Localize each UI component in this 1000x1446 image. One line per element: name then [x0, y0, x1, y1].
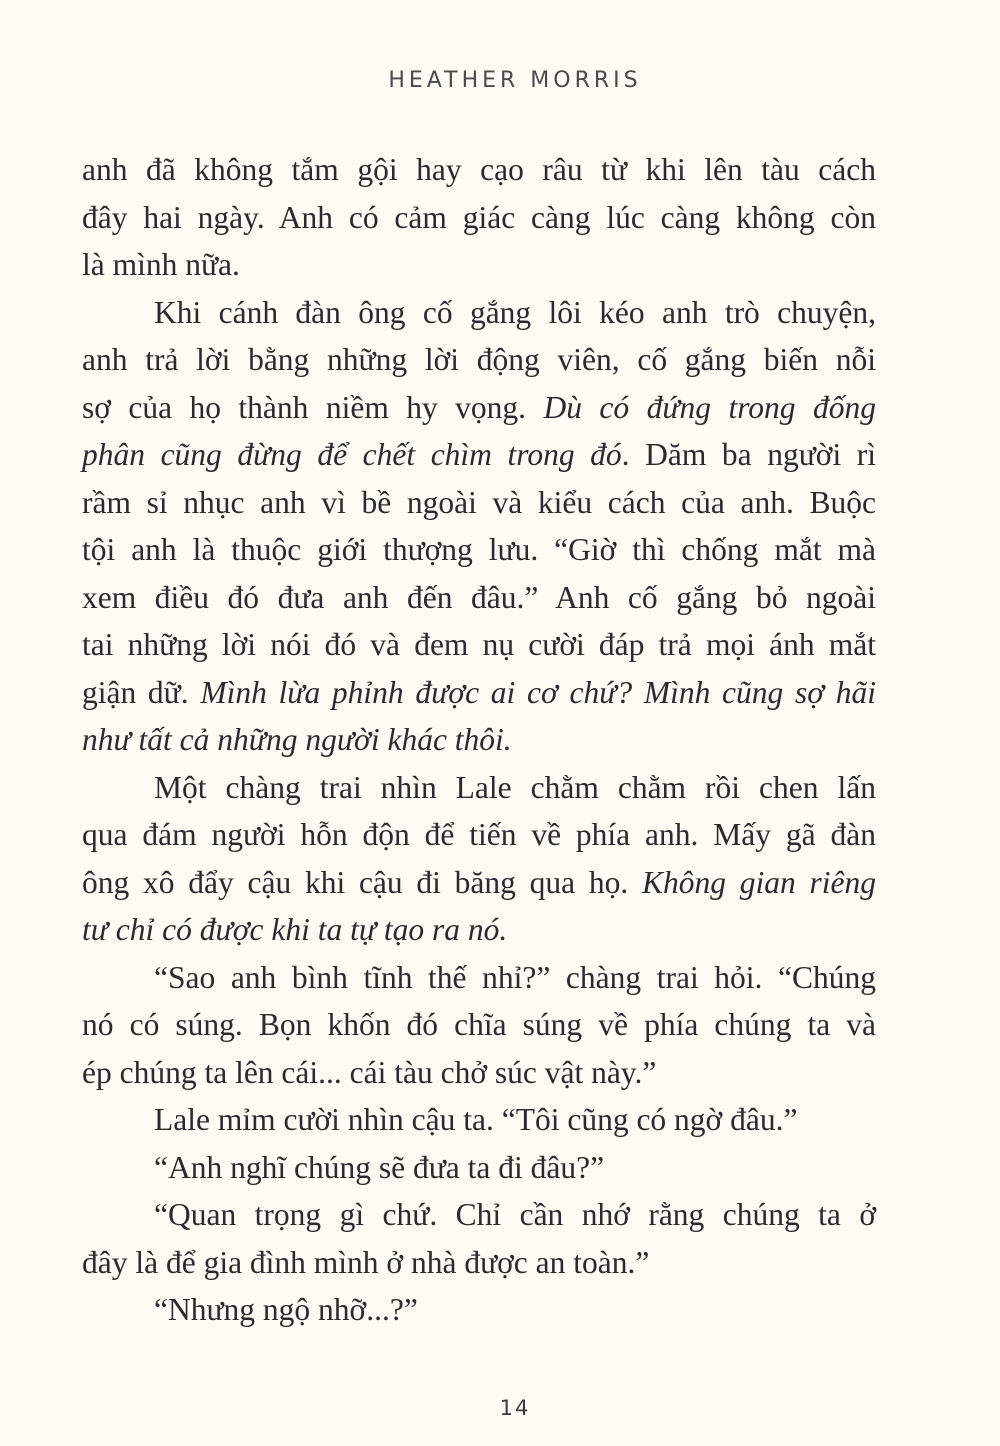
text-run: Một chàng trai nhìn Lale chằm chằm rồi chen lấn — [154, 769, 876, 805]
text-run: nó có súng. Bọn khốn đó chĩa súng về phía chúng ta và — [82, 1007, 876, 1042]
paragraph-p2 — [82, 289, 876, 764]
text-line — [82, 811, 876, 859]
text-run: “Quan trọng gì chứ. Chỉ cần nhớ rằng chúng ta ở — [154, 1197, 876, 1232]
text-line — [82, 621, 876, 669]
text-line — [82, 289, 876, 337]
text-run: anh đã không tắm gội hay cạo râu từ khi lên tàu cách — [82, 152, 876, 187]
text-run: đây là để gia đình mình ở nhà được an toàn.” — [82, 1244, 650, 1280]
text-line — [82, 859, 876, 907]
body-text — [82, 146, 876, 1334]
text-run: ép chúng ta lên cái... cái tàu chở súc vật này.” — [82, 1054, 657, 1090]
italic-text: Dù có đứng trong đống — [543, 389, 876, 425]
text-run: đây hai ngày. Anh có cảm giác càng lúc càng không còn — [82, 199, 876, 235]
paragraph-p8 — [82, 1286, 876, 1334]
text-line — [82, 954, 876, 1002]
paragraph-p3 — [82, 764, 876, 954]
italic-text: Không gian riêng — [641, 864, 876, 900]
text-line — [82, 1001, 876, 1049]
text-line — [82, 1286, 876, 1334]
text-line — [82, 716, 876, 764]
text-run: sợ của họ thành niềm hy vọng. — [82, 389, 544, 425]
text-line — [82, 669, 876, 717]
page-number: 14 — [499, 1396, 531, 1420]
text-run: giận dữ. — [82, 674, 201, 710]
running-head-author: HEATHER MORRIS — [388, 68, 642, 93]
text-run: tội anh là thuộc giới thượng lưu. “Giờ thì chống mắt mà — [82, 532, 876, 567]
text-line — [82, 431, 876, 479]
text-run: “Anh nghĩ chúng sẽ đưa ta đi đâu?” — [154, 1149, 605, 1185]
text-line — [82, 574, 876, 622]
text-line — [82, 336, 876, 384]
text-line — [82, 1239, 876, 1287]
text-run: . Dăm ba người rì — [621, 437, 877, 472]
text-line — [82, 1049, 876, 1097]
text-line — [82, 526, 876, 574]
text-line — [82, 479, 876, 527]
text-run: “Sao anh bình tĩnh thế nhỉ?” chàng trai hỏi. “Chúng — [154, 959, 876, 995]
italic-text: phân cũng đừng để chết chìm trong đó — [82, 437, 622, 472]
text-line — [82, 906, 876, 954]
text-run: anh trả lời bằng những lời động viên, cố gắng biến nỗi — [82, 342, 876, 377]
paragraph-p1 — [82, 146, 876, 289]
text-run: ông xô đẩy cậu khi cậu đi băng qua họ. — [82, 864, 642, 900]
text-line — [82, 764, 876, 812]
paragraph-p4 — [82, 954, 876, 1097]
paragraph-p5 — [82, 1096, 876, 1144]
paragraph-p6 — [82, 1144, 876, 1192]
text-line — [82, 146, 876, 194]
text-line — [82, 194, 876, 242]
text-line — [82, 1144, 876, 1192]
paragraph-p7 — [82, 1191, 876, 1286]
text-line — [82, 1096, 876, 1144]
text-line — [82, 241, 876, 289]
text-run: “Nhưng ngộ nhỡ...?” — [154, 1292, 418, 1327]
text-run: rầm sỉ nhục anh vì bề ngoài và kiểu cách của anh. Buộc — [82, 484, 876, 520]
text-line — [82, 1191, 876, 1239]
text-run: Khi cánh đàn ông cố gắng lôi kéo anh trò chuyện, — [154, 294, 876, 330]
text-run: qua đám người hỗn độn để tiến về phía anh. Mấy gã đàn — [82, 817, 876, 852]
text-run: Lale mỉm cười nhìn cậu ta. “Tôi cũng có ngờ đâu.” — [154, 1102, 798, 1137]
text-line — [82, 384, 876, 432]
italic-text: tư chỉ có được khi ta tự tạo ra nó. — [82, 912, 508, 947]
text-run: là mình nữa. — [82, 247, 240, 282]
text-run: xem điều đó đưa anh đến đâu.” Anh cố gắng bỏ ngoài — [82, 579, 876, 615]
italic-text: như tất cả những người khác thôi. — [82, 722, 512, 757]
italic-text: Mình lừa phỉnh được ai cơ chứ? Mình cũng sợ hãi — [200, 674, 876, 710]
text-run: tai những lời nói đó và đem nụ cười đáp trả mọi ánh mắt — [82, 627, 876, 662]
